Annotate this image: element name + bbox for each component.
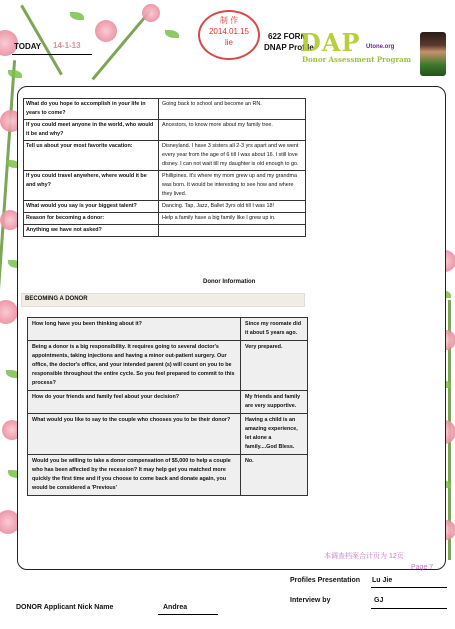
answer-cell: Since my roomate did it about 5 years ago. xyxy=(241,318,308,341)
stamp-line3: lie xyxy=(224,38,233,47)
answer-cell: Dancing. Tap, Jazz, Ballet 3yrs old till I was 18! xyxy=(159,201,306,213)
nick-name-underline xyxy=(158,614,218,615)
table-row xyxy=(28,341,308,391)
becoming-a-donor-heading: BECOMING A DONOR xyxy=(25,296,88,302)
form-number: 622 FORM xyxy=(268,32,308,41)
page-number: Page 7 xyxy=(411,564,434,571)
answer-cell: My friends and family are very supportive. xyxy=(241,391,308,414)
question-cell: How long have you been thinking about it? xyxy=(28,318,241,341)
answer-cell: Very prepared. xyxy=(241,341,308,391)
question-cell: If you could travel anywhere, where would it be and why? xyxy=(24,171,159,201)
today-label: TODAY xyxy=(14,42,42,51)
interview-underline xyxy=(371,608,447,609)
question-cell: How do your friends and family feel about your decision? xyxy=(28,391,241,414)
table-row xyxy=(24,120,306,141)
interview-value: GJ xyxy=(374,597,384,604)
donor-avatar xyxy=(420,32,446,76)
today-underline xyxy=(12,54,92,55)
presentation-label: Profiles Presentation xyxy=(290,577,361,584)
answer-cell: Having a child is an amazing experience, let alone a family....God Bless. xyxy=(241,414,308,455)
question-cell: Reason for becoming a donor: xyxy=(24,213,159,225)
table-row xyxy=(28,455,308,496)
personal-questions-table xyxy=(23,98,306,237)
stamp-line1: 制 作 xyxy=(219,16,239,25)
answer-cell xyxy=(159,225,306,237)
table-row xyxy=(24,141,306,171)
answer-cell: Going back to school and become an RN. xyxy=(159,99,306,120)
table-row xyxy=(24,213,306,225)
approval-stamp xyxy=(198,10,260,60)
table-row xyxy=(24,99,306,120)
question-cell: Being a donor is a big responsibility. It requires going to several doctor's appointments, taking injections and having a minor out-patient surgery. Our office, the doctor's office, and your intended parent (s) will count on you to be responsible throughout the entire cycle. So you feel prepared to commit to this process? xyxy=(28,341,241,391)
answer-cell: Ancestors, to know more about my family tree. xyxy=(159,120,306,141)
becoming-donor-table xyxy=(27,317,308,496)
question-cell: If you could meet anyone in the world, who would it be and why? xyxy=(24,120,159,141)
page-total-note: 本调查档案合计页为 12页 xyxy=(324,553,404,560)
question-cell: What would you say is your biggest talent? xyxy=(24,201,159,213)
dap-program-name: Donor Assessment Program xyxy=(302,55,412,64)
table-row xyxy=(28,318,308,341)
table-row xyxy=(24,201,306,213)
answer-cell: No. xyxy=(241,455,308,496)
answer-cell: Phillipines. It's where my mom grew up and my grandma was born. It would be interesting to see how and where they lived. xyxy=(159,171,306,201)
today-date: 14-1-13 xyxy=(53,41,81,50)
table-row xyxy=(28,414,308,455)
question-cell: What do you hope to accomplish in your life in years to come? xyxy=(24,99,159,120)
presentation-value: Lu Jie xyxy=(372,577,393,584)
question-cell: Anything we have not asked? xyxy=(24,225,159,237)
dap-logo: DAP xyxy=(300,28,361,57)
dap-logo-suffix: Utone.org xyxy=(366,44,395,50)
table-row xyxy=(28,391,308,414)
question-cell: What would you like to say to the couple who chooses you to be their donor? xyxy=(28,414,241,455)
answer-cell: Disneyland. I have 3 sisters all 2-3 yrs apart and we went every year from the age of 6 till I was about 16. I still love disney. I can not wait till my daughter is old enough to go. xyxy=(159,141,306,171)
nick-name-value: Andrea xyxy=(163,604,188,611)
nick-name-label: DONOR Applicant Nick Name xyxy=(16,604,114,611)
table-row xyxy=(24,225,306,237)
presentation-underline xyxy=(371,587,447,588)
donor-information-heading: Donor Information xyxy=(203,279,256,285)
question-cell: Tell us about your most favorite vacation: xyxy=(24,141,159,171)
question-cell: Would you be willing to take a donor compensation of $5,000 to help a couple who has been affected by the recession? It may help get you matched more quickly the first time and if you choose to come back and donate again, you would be considered a 'Previous' xyxy=(28,455,241,496)
answer-cell: Help a family have a big family like I grew up in. xyxy=(159,213,306,225)
interview-label: Interview by xyxy=(290,597,331,604)
table-row xyxy=(24,171,306,201)
stamp-line2: 2014.01.15 xyxy=(208,27,250,36)
form-title: DNAP Profile xyxy=(264,43,314,52)
